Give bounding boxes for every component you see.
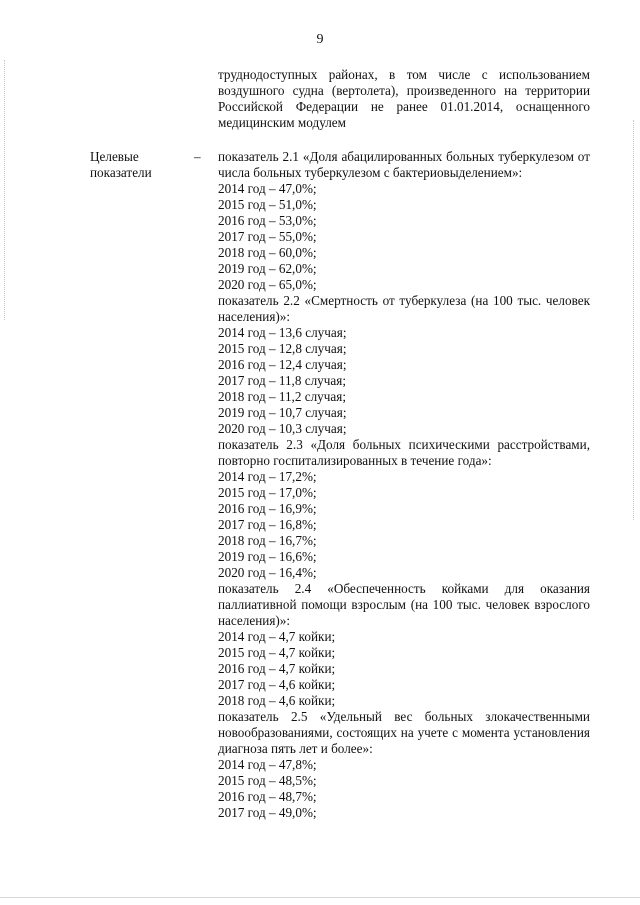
indicator-value: 2018 год – 60,0%; [218,245,317,260]
indicator-value: 2020 год – 65,0%; [218,277,317,292]
indicator-value: 2015 год – 51,0%; [218,197,317,212]
indicator-value: 2018 год – 11,2 случая; [218,389,346,404]
indicator-title: показатель 2.3 «Доля больных психическими расстройствами, повторно госпитализированных в течение года»: [218,437,590,468]
indicator-value: 2018 год – 4,6 койки; [218,693,336,708]
indicator-title: показатель 2.1 «Доля абацилированных больных туберкулезом от числа больных туберкулезом с бактериовыделением»: [218,149,590,180]
indicator-value: 2014 год – 47,8%; [218,757,317,772]
indicator-value: 2015 год – 17,0%; [218,485,317,500]
indicator-value: 2014 год – 47,0%; [218,181,317,196]
scan-edge-marks [4,60,7,320]
indicator-value: 2017 год – 16,8%; [218,517,317,532]
indicator-value: 2016 год – 48,7%; [218,789,317,804]
indicator-value: 2016 год – 12,4 случая; [218,357,347,372]
indicator-value: 2017 год – 55,0%; [218,229,317,244]
indicator-value: 2017 год – 4,6 койки; [218,677,336,692]
indicator-value: 2019 год – 10,7 случая; [218,405,347,420]
indicator-value: 2014 год – 4,7 койки; [218,629,336,644]
scan-edge-marks [633,120,636,520]
indicator-value: 2016 год – 4,7 койки; [218,661,336,676]
indicators-list [218,149,590,821]
indicator-title: показатель 2.2 «Смертность от туберкулеза (на 100 тыс. человек населения)»: [218,293,590,324]
indicator-value: 2016 год – 16,9%; [218,501,317,516]
indicator-block [218,437,590,581]
page-number: 9 [316,32,324,47]
label-dash: – [194,149,201,164]
indicator-value: 2016 год – 53,0%; [218,213,317,228]
indicator-value: 2014 год – 17,2%; [218,469,317,484]
indicator-block [218,149,590,293]
indicator-value: 2017 год – 49,0%; [218,805,317,820]
indicator-value: 2019 год – 62,0%; [218,261,317,276]
indicator-value: 2018 год – 16,7%; [218,533,317,548]
indicator-value: 2015 год – 12,8 случая; [218,341,347,356]
indicator-value: 2015 год – 48,5%; [218,773,317,788]
indicator-value: 2020 год – 10,3 случая; [218,421,347,436]
indicator-value: 2020 год – 16,4%; [218,565,317,580]
indicator-title: показатель 2.4 «Обеспеченность койками для оказания паллиативной помощи взрослым (на 100 тыс. человек взрослого населения)»: [218,581,590,628]
indicator-value: 2019 год – 16,6%; [218,549,317,564]
indicator-title: показатель 2.5 «Удельный вес больных злокачественными новообразованиями, состоящих на учете с момента установления диагноза пять лет и более»: [218,709,590,756]
indicator-block [218,581,590,709]
section-label: Целевые показатели [90,149,152,180]
indicator-value: 2014 год – 13,6 случая; [218,325,347,340]
indicator-block [218,293,590,437]
indicator-block [218,709,590,821]
intro-paragraph: труднодоступных районах, в том числе с использованием воздушного судна (вертолета), произведенного на территории Российской Федерации не ранее 01.01.2014, оснащенного медицинским модулем [218,67,590,130]
indicator-value: 2015 год – 4,7 койки; [218,645,336,660]
indicator-value: 2017 год – 11,8 случая; [218,373,346,388]
page-bottom-edge [0,897,640,898]
